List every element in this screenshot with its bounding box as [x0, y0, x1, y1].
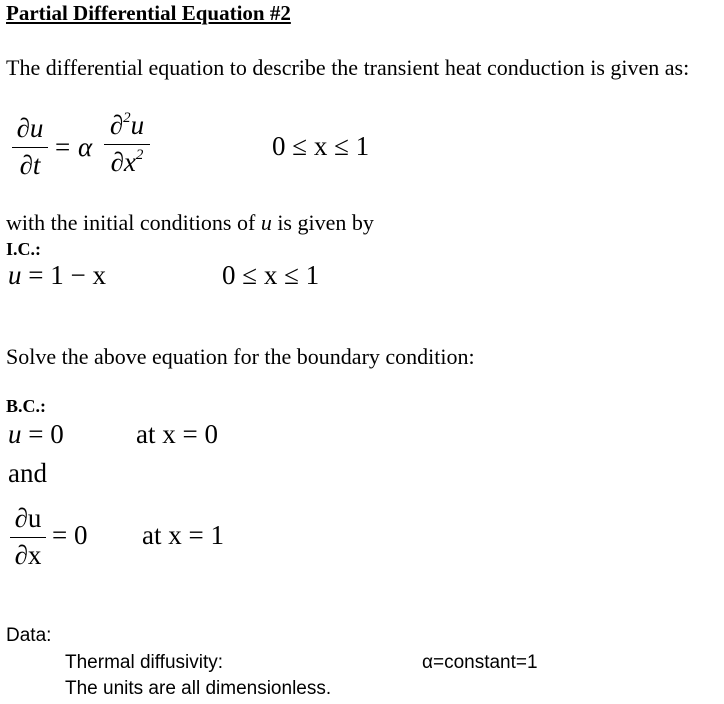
rhs-fraction [104, 112, 150, 176]
bc1-equation: u = 0 [8, 419, 64, 449]
thermal-diffusivity-value: α=constant=1 [422, 652, 538, 673]
bc2-denominator: ∂x [14, 540, 42, 570]
bc2-equals: = 0 [52, 520, 88, 550]
ic-intro: with the initial conditions of u is given by [6, 210, 374, 235]
pde-domain: 0 ≤ x ≤ 1 [272, 131, 370, 161]
rhs-numerator: ∂$^2$u [109, 110, 145, 140]
bc1-location: at x = 0 [136, 419, 218, 449]
and-text: and [8, 458, 47, 488]
bc2-numerator: ∂u [14, 503, 42, 533]
bc2-location: at x = 1 [142, 520, 224, 550]
lhs-fraction [12, 115, 48, 179]
page-title: Partial Differential Equation #2 [6, 1, 291, 25]
intro-text: The differential equation to describe the transient heat conduction is given as: [6, 55, 690, 80]
fraction-bar [10, 537, 46, 538]
solve-text: Solve the above equation for the boundary condition: [6, 344, 475, 369]
rhs-denominator: $\partial x^2$ [110, 147, 144, 177]
fraction-bar [12, 147, 48, 148]
ic-label: I.C.: [6, 239, 41, 259]
bc2-fraction [10, 505, 46, 569]
bc-label: B.C.: [6, 396, 46, 416]
ic-domain: 0 ≤ x ≤ 1 [222, 260, 320, 290]
units-note: The units are all dimensionless. [65, 678, 332, 699]
fraction-bar [104, 144, 150, 145]
equals-sign: = [55, 132, 71, 162]
thermal-diffusivity-label: Thermal diffusivity: [65, 652, 224, 673]
lhs-denominator: ∂t [19, 150, 41, 180]
lhs-numerator: ∂u [16, 113, 44, 143]
data-label: Data: [6, 625, 52, 646]
alpha-symbol: α [78, 132, 93, 162]
ic-equation: u = 1 − x [8, 260, 106, 290]
